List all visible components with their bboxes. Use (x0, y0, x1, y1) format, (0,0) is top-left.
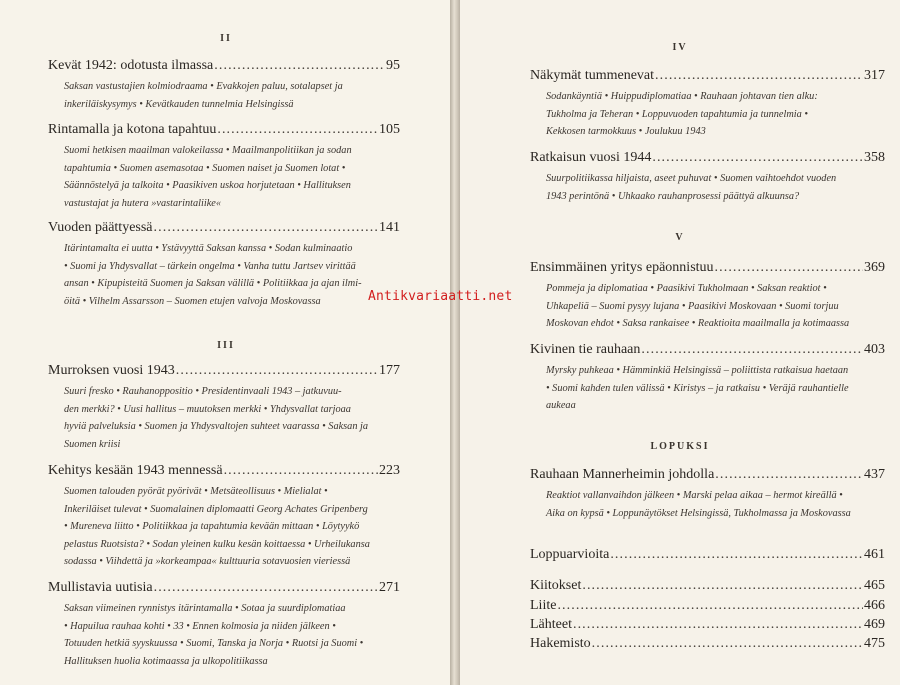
toc-entry (48, 463, 400, 571)
entry-subline: vastustajat ja hutera »vastarintaliike« (64, 197, 222, 209)
entry-title: Rauhaan Mannerheimin johdolla (530, 467, 715, 482)
leader-dots (154, 220, 378, 236)
entry-subline: • Suomi kahden tulen välissä • Kiristys – ja ratkaisu • Veräjä rauhantielle (546, 382, 849, 394)
leader-dots (582, 578, 863, 594)
section-heading-v: V (675, 232, 685, 243)
entry-subline: Suurpolitiikassa hiljaista, aseet puhuvat • Suomen vaihtoehdot vuoden (546, 173, 837, 184)
entry-subline: Myrsky puhkeaa • Hämminkiä Helsingissä – poliittista ratkaisua haetaan (546, 365, 849, 376)
section-heading-ii: II (220, 33, 232, 44)
entry-subline: • Mureneva liitto • Politiikkaa ja tapahtumia kevään mittaan • Löytyykö (64, 521, 360, 533)
entry-subline: 1943 perintönä • Uhkaako rauhanprosessi päättyä alkuunsa? (546, 190, 800, 202)
entry-subline: aukeaa (546, 400, 576, 412)
entry-subline: Suomen kriisi (64, 438, 121, 450)
entry-subline: • Hapuilua rauhaa kohti • 33 • Ennen kolmosia ja niiden jälkeen • (64, 620, 336, 632)
leader-dots (715, 467, 863, 483)
entry-title: Ratkaisun vuosi 1944 (530, 150, 652, 165)
entry-subline: Saksan vastustajien kolmiodraama • Evakkojen paluu, sotalapset ja (64, 81, 343, 92)
entry-subline: Reaktiot vallanvaihdon jälkeen • Marski pelaa aikaa – hermot kireällä • (546, 490, 843, 501)
leader-dots (557, 598, 863, 614)
entry-page: 105 (379, 122, 400, 137)
toc-entry (530, 578, 885, 594)
toc-entry (48, 122, 400, 212)
entry-subline: ansan • Kipupisteitä Suomen ja Saksan välillä • Politiikkaa ja ajan ilmi- (64, 278, 362, 290)
entry-subline: hyviä palveluksia • Suomen ja Yhdysvaltojen suhteet vaarassa • Saksan ja (64, 421, 369, 433)
section-heading-iv: IV (672, 42, 688, 53)
entry-subline: inkeriläiskysymys • Kevätkauden tunnelmia Helsingissä (64, 98, 294, 110)
section-heading-lopuksi: LOPUKSI (650, 441, 710, 452)
entry-title: Kehitys kesään 1943 mennessä (48, 463, 223, 478)
entry-subline: Inkeriläiset tulevat • Suomalainen diplomaatti Georg Achates Gripenberg (64, 503, 368, 515)
toc-entry (530, 467, 885, 522)
toc-entry (48, 580, 400, 670)
entry-page: 141 (379, 220, 400, 235)
leader-dots (176, 363, 378, 379)
entry-title: Lähteet (530, 617, 572, 632)
entry-subline: Suuri fresko • Rauhanoppositio • Presidentinvaali 1943 – jatkuvuu- (64, 386, 342, 397)
entry-page: 469 (864, 617, 885, 632)
toc-entry (48, 58, 400, 113)
leader-dots (610, 547, 863, 563)
entry-title: Hakemisto (530, 636, 591, 651)
leader-dots (655, 68, 863, 84)
entry-page: 475 (864, 636, 885, 651)
leader-dots (592, 636, 863, 652)
entry-page: 95 (386, 58, 400, 73)
entry-subline: Hallituksen huolia kotimaassa ja ulkopolitiikassa (64, 655, 268, 667)
right-page (460, 0, 900, 685)
section-heading-iii: III (217, 340, 235, 351)
leader-dots (641, 342, 863, 358)
toc-entry (530, 260, 885, 333)
toc-entry (530, 68, 885, 141)
entry-subline: Moskovan ehdot • Saksa rankaisee • Reaktioita maailmalla ja kotimaassa (546, 318, 850, 330)
entry-page: 465 (864, 578, 885, 593)
toc-entry (530, 342, 885, 415)
leader-dots (715, 260, 863, 276)
leader-dots (224, 463, 378, 479)
entry-title: Vuoden päättyessä (48, 220, 153, 235)
entry-title: Näkymät tummenevat (530, 68, 655, 83)
toc-entry (530, 636, 885, 652)
watermark: Antikvariaatti.net (368, 289, 513, 304)
leader-dots (214, 58, 385, 74)
entry-subline: tapahtumia • Suomen asemasotaa • Suomen naiset ja Suomen lotat • (64, 162, 346, 174)
toc-entry (530, 598, 885, 614)
leader-dots (573, 617, 863, 633)
entry-title: Kiitokset (530, 578, 582, 593)
entry-subline: Sodankäyntiä • Huippudiplomatiaa • Rauhaan johtavan tien alku: (546, 91, 818, 102)
toc-entry (48, 363, 400, 453)
entry-subline: Uhkapeliä – Suomi pysyy lujana • Paasikivi Moskovaan • Suomi torjuu (546, 300, 839, 312)
entry-subline: Säännöstelyä ja talkoita • Paasikiven uskoa horjutetaan • Hallituksen (64, 180, 351, 192)
entry-title: Murroksen vuosi 1943 (48, 363, 175, 378)
entry-subline: Aika on kypsä • Loppunäytökset Helsingissä, Tukholmassa ja Moskovassa (546, 507, 851, 519)
entry-subline: • Suomi ja Yhdysvallat – tärkein ongelma • Vanha tuttu Jartsev virittää (64, 260, 356, 272)
toc-entry (48, 220, 400, 310)
entry-title: Loppuarvioita (530, 547, 610, 562)
entry-subline: Tukholma ja Teheran • Loppuvuoden tapahtumia ja tunnelmia • (546, 108, 808, 120)
entry-subline: Suomen talouden pyörät pyörivät • Metsäteollisuus • Mielialat • (64, 486, 328, 497)
leader-dots (217, 122, 378, 138)
entry-subline: öitä • Vilhelm Assarsson – Suomen etujen valvoja Moskovassa (64, 295, 321, 307)
entry-title: Kivinen tie rauhaan (530, 342, 641, 357)
toc-entry (530, 547, 885, 563)
entry-title: Ensimmäinen yritys epäonnistuu (530, 260, 714, 275)
entry-subline: Itärintamalta ei uutta • Ystävyyttä Saksan kanssa • Sodan kulminaatio (64, 243, 353, 254)
entry-subline: pelastus Ruotsista? • Sodan yleinen kulku kesän koittaessa • Urheilukansa (64, 538, 370, 550)
entry-page: 358 (864, 150, 885, 165)
leader-dots (652, 150, 863, 166)
entry-title: Kevät 1942: odotusta ilmassa (48, 58, 214, 73)
entry-page: 466 (864, 598, 885, 613)
entry-subline: Kekkosen tarmokkuus • Joulukuu 1943 (546, 126, 706, 138)
entry-subline: Pommeja ja diplomatiaa • Paasikivi Tukholmaan • Saksan reaktiot • (546, 283, 827, 294)
entry-subline: Totuuden hetkiä syyskuussa • Suomi, Tanska ja Norja • Ruotsi ja Suomi • (64, 638, 364, 650)
entry-page: 403 (864, 342, 885, 357)
toc-entry (530, 617, 885, 633)
entry-page: 317 (864, 68, 885, 83)
entry-subline: Saksan viimeinen rynnistys itärintamalla • Sotaa ja suurdiplomatiaa (64, 603, 346, 614)
entry-subline: den merkki? • Uusi hallitus – muutoksen merkki • Yhdysvallat tarjoaa (64, 403, 351, 415)
leader-dots (154, 580, 378, 596)
entry-page: 437 (864, 467, 885, 482)
entry-subline: sodassa • Viihdettä ja »korkeampaa« kulttuuria sotavuosien vieriessä (64, 556, 351, 568)
entry-title: Rintamalla ja kotona tapahtuu (48, 122, 217, 137)
entry-page: 177 (379, 363, 400, 378)
entry-title: Liite (530, 598, 557, 613)
toc-entry (530, 150, 885, 205)
entry-page: 223 (379, 463, 400, 478)
entry-page: 461 (864, 547, 885, 562)
entry-title: Mullistavia uutisia (48, 580, 153, 595)
entry-page: 369 (864, 260, 885, 275)
entry-subline: Suomi hetkisen maailman valokeilassa • Maailmanpolitiikan ja sodan (64, 145, 352, 156)
entry-page: 271 (379, 580, 400, 595)
